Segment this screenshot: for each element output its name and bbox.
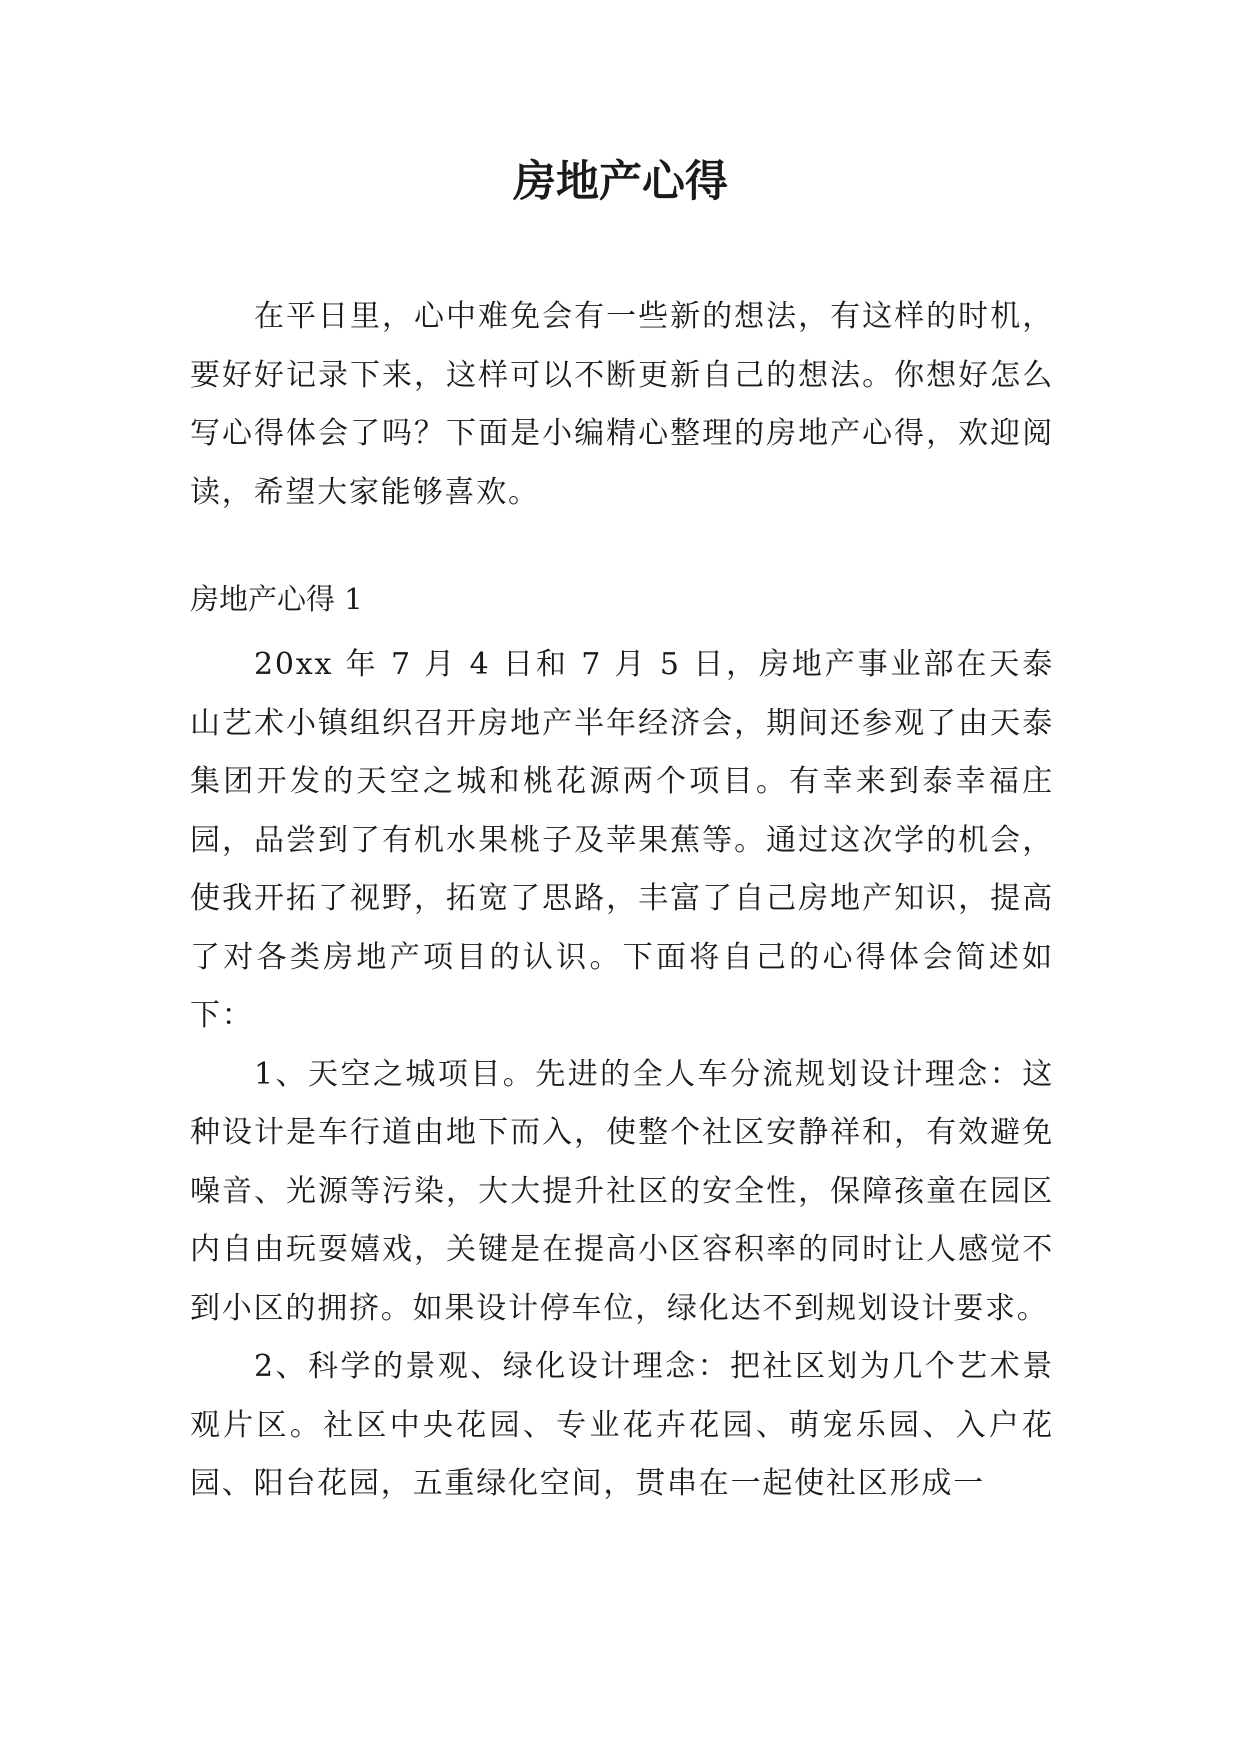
- intro-paragraph: 在平日里，心中难免会有一些新的想法，有这样的时机，要好好记录下来，这样可以不断更新自己的想法。你想好怎么写心得体会了吗？下面是小编精心整理的房地产心得，欢迎阅读，希望大家能够喜欢。: [190, 299, 1054, 510]
- intro-block: [190, 288, 1054, 522]
- section-heading: 房地产心得 1: [190, 582, 363, 616]
- section-body: [190, 636, 1054, 1514]
- body-paragraph: 20xx 年 7 月 4 日和 7 月 5 日，房地产事业部在天泰山艺术小镇组织召开房地产半年经济会，期间还参观了由天泰集团开发的天空之城和桃花源两个项目。有幸来到泰幸福庄园，品尝到了有机水果桃子及苹果蕉等。通过这次学的机会，使我开拓了视野，拓宽了思路，丰富了自己房地产知识，提高了对各类房地产项目的认识。下面将自己的心得体会简述如下：: [190, 647, 1054, 1033]
- body-paragraph: 2、科学的景观、绿化设计理念：把社区划为几个艺术景观片区。社区中央花园、专业花卉花园、萌宠乐园、入户花园、阳台花园，五重绿化空间，贯串在一起使社区形成一: [190, 1349, 1054, 1501]
- document-title: 房地产心得: [513, 157, 728, 207]
- body-paragraph: 1、天空之城项目。先进的全人车分流规划设计理念：这种设计是车行道由地下而入，使整个社区安静祥和，有效避免噪音、光源等污染，大大提升社区的安全性，保障孩童在园区内自由玩耍嬉戏，关键是在提高小区容积率的同时让人感觉不到小区的拥挤。如果设计停车位，绿化达不到规划设计要求。: [190, 1056, 1054, 1326]
